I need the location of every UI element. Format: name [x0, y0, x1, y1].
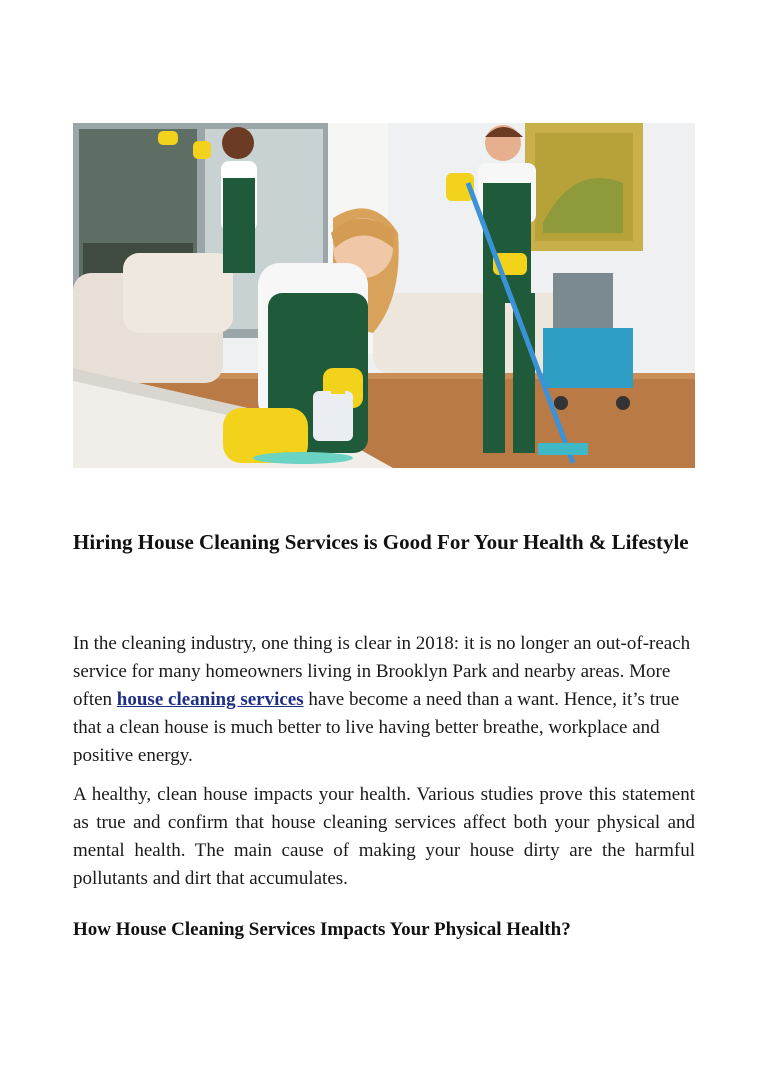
- house-cleaning-photo: [73, 123, 695, 468]
- article-paragraph-1: [73, 630, 695, 770]
- paragraph-1-text-after: have become a need than a want. Hence, it’s true that a clean house is much better to live having better breathe, workplace and positive energy.: [73, 689, 680, 766]
- article-title: Hiring House Cleaning Services is Good For Your Health & Lifestyle: [73, 530, 689, 554]
- section-subheading: How House Cleaning Services Impacts Your Physical Health?: [73, 919, 571, 940]
- house-cleaning-services-link[interactable]: house cleaning services: [116, 689, 304, 710]
- article-paragraph-2: A healthy, clean house impacts your health. Various studies prove this statement as true and confirm that house cleaning services affect both your physical and mental health. The main cause of making your house dirty are the harmful pollutants and dirt that accumulates.: [73, 784, 695, 889]
- paragraph-1-text-before: In the cleaning industry, one thing is clear in 2018: it is no longer an out-of-reach service for many homeowners living in Brooklyn Park and nearby areas. More often: [73, 633, 691, 710]
- hero-image: [73, 123, 695, 468]
